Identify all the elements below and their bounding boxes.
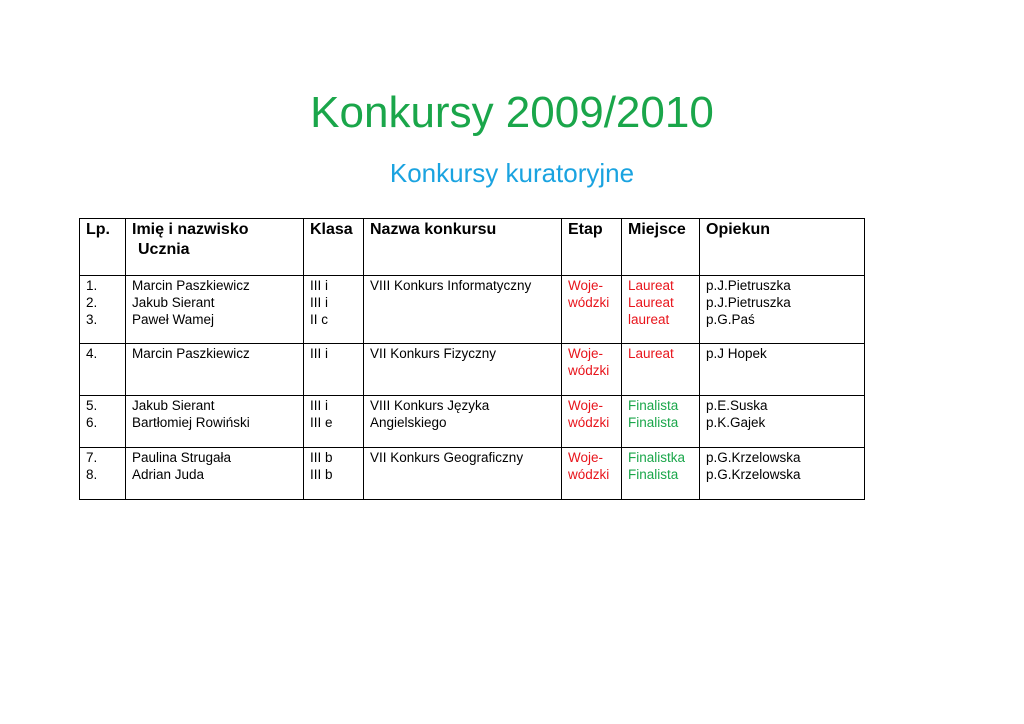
cell-konkurs: VIII Konkurs Języka Angielskiego <box>364 396 562 448</box>
table-row <box>80 396 865 448</box>
cell-names: Jakub Sierant Bartłomiej Rowiński <box>126 396 304 448</box>
cell-miejsce: Laureat Laureat laureat <box>622 276 700 344</box>
cell-lp: 5. 6. <box>80 396 126 448</box>
cell-opiekun: p.J Hopek <box>700 344 865 396</box>
table-header-row <box>80 219 865 276</box>
column-header-klasa: Klasa <box>304 219 364 276</box>
cell-klasa: III i III i II c <box>304 276 364 344</box>
cell-klasa: III i III e <box>304 396 364 448</box>
cell-klasa: III b III b <box>304 448 364 500</box>
table-row <box>80 276 865 344</box>
cell-klasa: III i <box>304 344 364 396</box>
cell-etap: Woje- wódzki <box>562 448 622 500</box>
column-header-opiekun: Opiekun <box>700 219 865 276</box>
cell-names: Marcin Paszkiewicz <box>126 344 304 396</box>
cell-names: Marcin Paszkiewicz Jakub Sierant Paweł Wamej <box>126 276 304 344</box>
table-row <box>80 448 865 500</box>
column-header-konkurs: Nazwa konkursu <box>364 219 562 276</box>
cell-lp: 7. 8. <box>80 448 126 500</box>
cell-names: Paulina Strugała Adrian Juda <box>126 448 304 500</box>
cell-opiekun: p.G.Krzelowska p.G.Krzelowska <box>700 448 865 500</box>
cell-opiekun: p.J.Pietruszka p.J.Pietruszka p.G.Paś <box>700 276 865 344</box>
page-title: Konkursy 2009/2010 <box>310 88 714 137</box>
cell-miejsce: Finalista Finalista <box>622 396 700 448</box>
cell-miejsce: Laureat <box>622 344 700 396</box>
column-header-lp: Lp. <box>80 219 126 276</box>
cell-etap: Woje- wódzki <box>562 396 622 448</box>
column-header-name: Imię i nazwisko Ucznia <box>126 219 304 276</box>
cell-lp: 1. 2. 3. <box>80 276 126 344</box>
cell-konkurs: VIII Konkurs Informatyczny <box>364 276 562 344</box>
cell-etap: Woje- wódzki <box>562 276 622 344</box>
cell-konkurs: VII Konkurs Geograficzny <box>364 448 562 500</box>
cell-opiekun: p.E.Suska p.K.Gajek <box>700 396 865 448</box>
table-row <box>80 344 865 396</box>
column-header-miejsce: Miejsce <box>622 219 700 276</box>
cell-konkurs: VII Konkurs Fizyczny <box>364 344 562 396</box>
column-header-etap: Etap <box>562 219 622 276</box>
page-subtitle: Konkursy kuratoryjne <box>389 158 635 188</box>
cell-lp: 4. <box>80 344 126 396</box>
cell-miejsce: Finalistka Finalista <box>622 448 700 500</box>
cell-etap: Woje- wódzki <box>562 344 622 396</box>
contest-results-table <box>79 218 865 500</box>
